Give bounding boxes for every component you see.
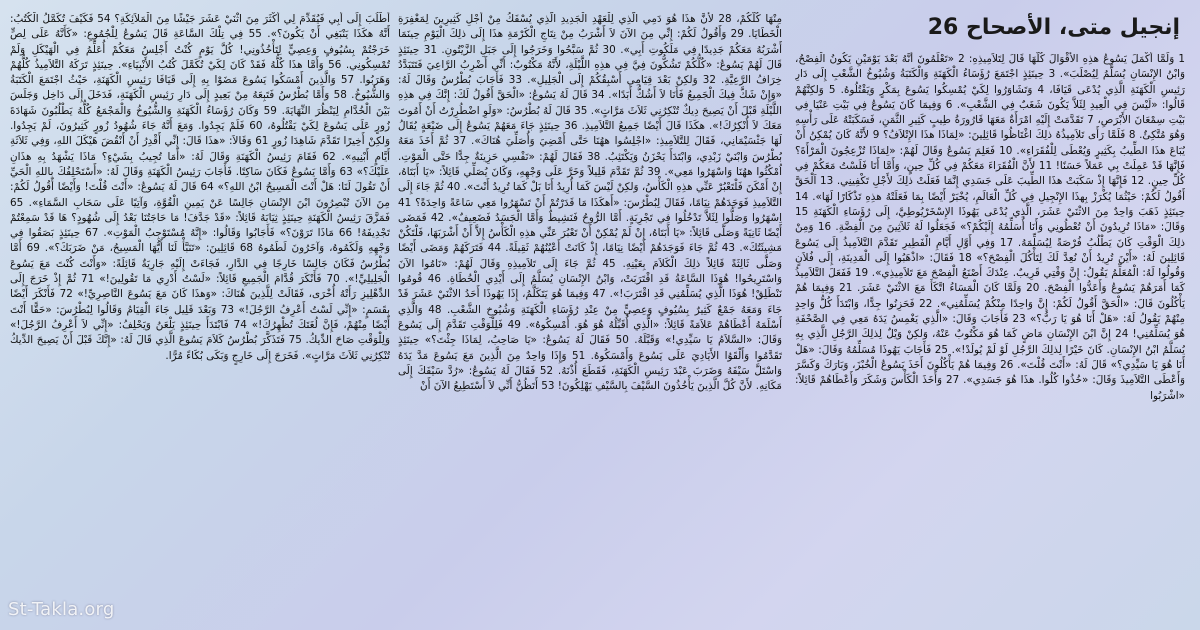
column-text: مِنْهَا كُلُّكُمْ، 28 لأَنَّ هذَا هُوَ دَمِي الَّذِي لِلْعَهْدِ الْجَدِيدِ الَّذِي يُسْفَكُ مِنْ أَجْلِ كَثِيرِينَ لِمَغْفِرَةِ الْخَطَايَا. 29 وَأَقُولُ لَكُمْ: إِنِّي مِنَ الآنَ لاَ أَشْرَبُ مِنْ نِتَاجِ الْكَرْمَةِ هذَا إِلَى ذلِكَ الْيَوْمِ حِينَمَا أَشْرَبُهُ مَعَكُمْ جَدِيدًا فِي مَلَكُوتِ أَبِي». 30 ثُمَّ سَبَّحُوا وَخَرَجُوا إِلَى جَبَلِ الزَّيْتُونِ. 31 حِينَئِذٍ قَالَ لَهُمْ يَسُوعُ: «كُلُّكُمْ تَشُكُّونَ فِيَّ فِي هذِهِ اللَّيْلَةِ، لأَنَّهُ مَكْتُوبٌ: أَنِّي أَضْرِبُ الرَّاعِيَ فَتَتَبَدَّدُ خِرَافُ الرَّعِيَّةِ. 32 وَلكِنْ بَعْدَ قِيَامِي أَسْبِقُكُمْ إِلَى الْجَلِيلِ». 33 فَأَجَابَ بُطْرُسُ وَقَالَ لَهُ: «وَإِنْ شَكَّ فِيكَ الْجَمِيعُ فَأَنَا لاَ أَشُكُّ أَبَدًا». 34 قَالَ لَهُ يَسُوعُ: «الْحَقَّ أَقُولُ لَكَ: إِنَّكَ فِي هذِهِ اللَّيْلَةِ قَبْلَ أَنْ يَصِيحَ دِيكٌ تُنْكِرُنِي ثَلاَثَ مَرَّاتٍ». 35 قَالَ لَهُ بُطْرُسُ: «وَلَوِ اضْطُرِرْتُ أَنْ أَمُوتَ مَعَكَ لاَ أُنْكِرُكَ!». هكَذَا قَالَ أَيْضًا جَمِيعُ التَّلاَمِيذِ. 36 حِينَئِذٍ جَاءَ مَعَهُمْ يَسُوعُ إِلَى ضَيْعَةٍ يُقَالُ لَهَا جَثْسَيْمَانِي، فَقَالَ لِلتَّلاَمِيذِ: «اجْلِسُوا ههُنَا حَتَّى أَمْضِيَ وَأُصَلِّيَ هُنَاكَ». 37 ثُمَّ أَخَذَ مَعَهُ بُطْرُسَ وَابْنَيْ زَبْدِي، وَابْتَدَأَ يَحْزَنُ وَيَكْتَئِبُ. 38 فَقَالَ لَهُمْ: «نَفْسِي حَزِينَةٌ جِدًّا حَتَّى الْمَوْتِ. اُمْكُثُوا ههُنَا وَاسْهَرُوا مَعِي». 39 ثُمَّ تَقَدَّمَ قَلِيلاً وَخَرَّ عَلَى وَجْهِهِ، وَكَانَ يُصَلِّي قَائِلاً: «يَا أَبَتَاهُ، إِنْ أَمْكَنَ فَلْتَعْبُرْ عَنِّي هذِهِ الْكَأْسُ، وَلكِنْ لَيْسَ كَمَا أُرِيدُ أَنَا بَلْ كَمَا تُرِيدُ أَنْتَ». 40 ثُمَّ جَاءَ إِلَى التَّلاَمِيذِ فَوَجَدَهُمْ نِيَامًا، فَقَالَ لِبُطْرُسَ: «أَهكَذَا مَا قَدَرْتُمْ أَنْ تَسْهَرُوا مَعِي سَاعَةً وَاحِدَةً؟ 41 اِسْهَرُوا وَصَلُّوا لِئَلاَّ تَدْخُلُوا فِي تَجْرِبَةٍ. أَمَّا الرُّوحُ فَنَشِيطٌ وَأَمَّا الْجَسَدُ فَضَعِيفٌ». 42 فَمَضَى أَيْضًا ثَانِيَةً وَصَلَّى قَائِلاً: «يَا أَبَتَاهُ، إِنْ لَمْ يُمْكِنْ أَنْ تَعْبُرَ عَنِّي هذِهِ الْكَأْسُ إِلاَّ أَنْ أَشْرَبَهَا، فَلْتَكُنْ مَشِيئَتُكَ». 43 ثُمَّ جَاءَ فَوَجَدَهُمْ أَيْضًا نِيَامًا، إِذْ كَانَتْ أَعْيُنُهُمْ ثَقِيلَةً. 44 فَتَرَكَهُمْ وَمَضَى أَيْضًا وَصَلَّى ثَالِثَةً قَائِلاً ذلِكَ الْكَلاَمَ بِعَيْنِهِ. 45 ثُمَّ جَاءَ إِلَى تَلاَمِيذِهِ وَقَالَ لَهُمْ: «نَامُوا الآنَ وَاسْتَرِيحُوا! هُوَذَا السَّاعَةُ قَدِ اقْتَرَبَتْ، وَابْنُ الإِنْسَانِ يُسَلَّمُ إِلَى أَيْدِي الْخُطَاةِ. 46 قُومُوا نَنْطَلِقْ! هُوَذَا الَّذِي يُسَلِّمُنِي قَدِ اقْتَرَبَ!». 47 وَفِيمَا هُوَ يَتَكَلَّمُ، إِذَا يَهُوذَا أَحَدُ الاثْنَيْ عَشَرَ قَدْ جَاءَ وَمَعَهُ جَمْعٌ كَثِيرٌ بِسُيُوفٍ وَعِصِيٍّ مِنْ عِنْدِ رُؤَسَاءِ الْكَهَنَةِ وَشُيُوخِ الشَّعْبِ. 48 وَالَّذِي أَسْلَمَهُ أَعْطَاهُمْ عَلاَمَةً قَائِلاً: «الَّذِي أُقَبِّلُهُ هُوَ هُوَ. أَمْسِكُوهُ». 49 فَلِلْوَقْتِ تَقَدَّمَ إِلَى يَسُوعَ وَقَالَ: «السَّلاَمُ يَا سَيِّدِي!» وَقَبَّلَهُ. 50 فَقَالَ لَهُ يَسُوعُ: «يَا صَاحِبُ، لِمَاذَا جِئْتَ؟» حِينَئِذٍ تَقَدَّمُوا وَأَلْقَوُا الأَيَادِيَ عَلَى يَسُوعَ وَأَمْسَكُوهُ. 51 وَإِذَا وَاحِدٌ مِنَ الَّذِينَ مَعَ يَسُوعَ مَدَّ يَدَهُ وَاسْتَلَّ سَيْفَهُ وَضَرَبَ عَبْدَ رَئِيسِ الْكَهَنَةِ، فَقَطَعَ أُذْنَهُ. 52 فَقَالَ لَهُ يَسُوعُ: «رُدَّ سَيْفَكَ إِلَى مَكَانِهِ. لأَنَّ كُلَّ الَّذِينَ يَأْخُذُونَ السَّيْفَ بِالسَّيْفِ يَهْلِكُونَ! 53 أَتَظُنُّ أَنِّي لاَ أَسْتَطِيعُ الآنَ أَنْ: [398, 13, 782, 393]
text-column-left: [10, 12, 390, 618]
column-text: 1 وَلَمَّا أَكْمَلَ يَسُوعُ هذِهِ الأَقْوَالَ كُلَّهَا قَالَ لِتَلاَمِيذِهِ: 2 «تَعْلَمُونَ أَنَّهُ بَعْدَ يَوْمَيْنِ يَكُونُ الْفِصْحُ، وَابْنُ الإِنْسَانِ يُسَلَّمُ لِيُصْلَبَ». 3 حِينَئِذٍ اجْتَمَعَ رُؤَسَاءُ الْكَهَنَةِ وَالْكَتَبَةُ وَشُيُوخُ الشَّعْبِ إِلَى دَارِ رَئِيسِ الْكَهَنَةِ الَّذِي يُدْعَى قَيَافَا، 4 وَتَشَاوَرُوا لِكَيْ يُمْسِكُوا يَسُوعَ بِمَكْرٍ وَيَقْتُلُوهُ. 5 وَلكِنَّهُمْ قَالُوا: «لَيْسَ فِي الْعِيدِ لِئَلاَّ يَكُونَ شَغَبٌ فِي الشَّعْبِ». 6 وَفِيمَا كَانَ يَسُوعُ فِي بَيْتِ عَنْيَا فِي بَيْتِ سِمْعَانَ الأَبْرَصِ، 7 تَقَدَّمَتْ إِلَيْهِ امْرَأَةٌ مَعَهَا قَارُورَةُ طِيبٍ كَثِيرِ الثَّمَنِ، فَسَكَبَتْهُ عَلَى رَأْسِهِ وَهُوَ مُتَّكِئٌ. 8 فَلَمَّا رَأَى تَلاَمِيذُهُ ذلِكَ اغْتَاظُوا قَائِلِينَ: «لِمَاذَا هذَا الإِتْلاَفُ؟ 9 لأَنَّهُ كَانَ يُمْكِنُ أَنْ يُبَاعَ هذَا الطِّيبُ بِكَثِيرٍ وَيُعْطَى لِلْفُقَرَاءِ». 10 فَعَلِمَ يَسُوعُ وَقَالَ لَهُمْ: «لِمَاذَا تُزْعِجُونَ الْمَرْأَةَ؟ فَإِنَّهَا قَدْ عَمِلَتْ بِي عَمَلاً حَسَنًا! 11 لأَنَّ الْفُقَرَاءَ مَعَكُمْ فِي كُلِّ حِينٍ، وَأَمَّا أَنَا فَلَسْتُ مَعَكُمْ فِي كُلِّ حِينٍ. 12 فَإِنَّهَا إِذْ سَكَبَتْ هذَا الطِّيبَ عَلَى جَسَدِي إِنَّمَا فَعَلَتْ ذلِكَ لأَجْلِ تَكْفِينِي. 13 اَلْحَقَّ أَقُولُ لَكُمْ: حَيْثُمَا يُكْرَزْ بِهذَا الإِنْجِيلِ فِي كُلِّ الْعَالَمِ، يُخْبَرْ أَيْضًا بِمَا فَعَلَتْهُ هذِهِ تَذْكَارًا لَهَا». 14 حِينَئِذٍ ذَهَبَ وَاحِدٌ مِنَ الاثْنَيْ عَشَرَ، الَّذِي يُدْعَى يَهُوذَا الإِسْخَرْيُوطِيَّ، إِلَى رُؤَسَاءِ الْكَهَنَةِ 15 وَقَالَ: «مَاذَا تُرِيدُونَ أَنْ تُعْطُونِي وَأَنَا أُسَلِّمُهُ إِلَيْكُمْ؟» فَجَعَلُوا لَهُ ثَلاَثِينَ مِنَ الْفِضَّةِ. 16 وَمِنْ ذلِكَ الْوَقْتِ كَانَ يَطْلُبُ فُرْصَةً لِيُسَلِّمَهُ. 17 وَفِي أَوَّلِ أَيَّامِ الْفَطِيرِ تَقَدَّمَ التَّلاَمِيذُ إِلَى يَسُوعَ قَائِلِينَ لَهُ: «أَيْنَ تُرِيدُ أَنْ نُعِدَّ لَكَ لِتَأْكُلَ الْفِصْحَ؟» 18 فَقَالَ: «اذْهَبُوا إِلَى الْمَدِينَةِ، إِلَى فُلاَنٍ وَقُولُوا لَهُ: الْمُعَلِّمُ يَقُولُ: إِنَّ وَقْتِي قَرِيبٌ. عِنْدَكَ أَصْنَعُ الْفِصْحَ مَعَ تَلاَمِيذِي». 19 فَفَعَلَ التَّلاَمِيذُ كَمَا أَمَرَهُمْ يَسُوعُ وَأَعَدُّوا الْفِصْحَ. 20 وَلَمَّا كَانَ الْمَسَاءُ اتَّكَأَ مَعَ الاثْنَيْ عَشَرَ. 21 وَفِيمَا هُمْ يَأْكُلُونَ قَالَ: «الْحَقَّ أَقُولُ لَكُمْ: إِنَّ وَاحِدًا مِنْكُمْ يُسَلِّمُنِي». 22 فَحَزِنُوا جِدًّا، وَابْتَدَأَ كُلُّ وَاحِدٍ مِنْهُمْ يَقُولُ لَهُ: «هَلْ أَنَا هُوَ يَا رَبُّ؟» 23 فَأَجَابَ وَقَالَ: «الَّذِي يَغْمِسُ يَدَهُ مَعِي فِي الصَّحْفَةِ هُوَ يُسَلِّمُنِي! 24 إِنَّ ابْنَ الإِنْسَانِ مَاضٍ كَمَا هُوَ مَكْتُوبٌ عَنْهُ، وَلكِنْ وَيْلٌ لِذلِكَ الرَّجُلِ الَّذِي بِهِ يُسَلَّمُ ابْنُ الإِنْسَانِ. كَانَ خَيْرًا لِذلِكَ الرَّجُلِ لَوْ لَمْ يُولَدْ!». 25 فَأَجَابَ يَهُوذَا مُسَلِّمُهُ وَقَالَ: «هَلْ أَنَا هُوَ يَا سَيِّدِي؟» قَالَ لَهُ: «أَنْتَ قُلْتَ». 26 وَفِيمَا هُمْ يَأْكُلُونَ أَخَذَ يَسُوعُ الْخُبْزَ، وَبَارَكَ وَكَسَّرَ وَأَعْطَى التَّلاَمِيذَ وَقَالَ: «خُذُوا كُلُوا. هذَا هُوَ جَسَدِي». 27 وَأَخَذَ الْكَأْسَ وَشَكَرَ وَأَعْطَاهُمْ قَائِلاً: «اشْرَبُوا: [795, 53, 1185, 402]
column-text: أَطْلُبَ إِلَى أَبِي فَيُقَدِّمَ لِي أَكْثَرَ مِنَ اثْنَيْ عَشَرَ جَيْشًا مِنَ الْمَلاَئِكَةِ؟ 54 فَكَيْفَ تُكَمَّلُ الْكُتُبُ: أَنَّهُ هكَذَا يَنْبَغِي أَنْ يَكُونَ؟». 55 فِي تِلْكَ السَّاعَةِ قَالَ يَسُوعُ لِلْجُمُوعِ: «كَأَنَّهُ عَلَى لِصٍّ خَرَجْتُمْ بِسُيُوفٍ وَعِصِيٍّ لِتَأْخُذُونِي! كُلَّ يَوْمٍ كُنْتُ أَجْلِسُ مَعَكُمْ أُعَلِّمُ فِي الْهَيْكَلِ وَلَمْ تُمْسِكُونِي. 56 وَأَمَّا هذَا كُلُّهُ فَقَدْ كَانَ لِكَيْ تُكَمَّلَ كُتُبُ الأَنْبِيَاءِ». حِينَئِذٍ تَرَكَهُ التَّلاَمِيذُ كُلُّهُمْ وَهَرَبُوا. 57 وَالَّذِينَ أَمْسَكُوا يَسُوعَ مَضَوْا بِهِ إِلَى قَيَافَا رَئِيسِ الْكَهَنَةِ، حَيْثُ اجْتَمَعَ الْكَتَبَةُ وَالشُّيُوخُ. 58 وَأَمَّا بُطْرُسُ فَتَبِعَهُ مِنْ بَعِيدٍ إِلَى دَارِ رَئِيسِ الْكَهَنَةِ، فَدَخَلَ إِلَى دَاخِل وَجَلَسَ بَيْنَ الْخُدَّامِ لِيَنْظُرَ النِّهَايَةَ. 59 وَكَانَ رُؤَسَاءُ الْكَهَنَةِ وَالشُّيُوخُ وَالْمَجْمَعُ كُلُّهُ يَطْلُبُونَ شَهَادَةَ زُورٍ عَلَى يَسُوعَ لِكَيْ يَقْتُلُوهُ، 60 فَلَمْ يَجِدُوا. وَمَعَ أَنَّهُ جَاءَ شُهُودُ زُورٍ كَثِيرُونَ، لَمْ يَجِدُوا. وَلكِنْ أَخِيرًا تَقَدَّمَ شَاهِدَا زُورٍ 61 وَقَالاَ: «هذَا قَالَ: إِنِّي أَقْدِرُ أَنْ أَنْقُضَ هَيْكَلَ اللهِ، وَفِي ثَلاَثَةِ أَيَّامٍ أَبْنِيهِ». 62 فَقَامَ رَئِيسُ الْكَهَنَةِ وَقَالَ لَهُ: «أَمَا تُجِيبُ بِشَيْءٍ؟ مَاذَا يَشْهَدُ بِهِ هذَانِ عَلَيْكَ؟» 63 وَأَمَّا يَسُوعُ فَكَانَ سَاكِتًا. فَأَجَابَ رَئِيسُ الْكَهَنَةِ وَقَالَ لَهُ: «أَسْتَحْلِفُكَ بِاللهِ الْحَيِّ أَنْ تَقُولَ لَنَا: هَلْ أَنْتَ الْمَسِيحُ ابْنُ اللهِ؟» 64 قَالَ لَهُ يَسُوعُ: «أَنْتَ قُلْتَ! وَأَيْضًا أَقُولُ لَكُمْ: مِنَ الآنَ تُبْصِرُونَ ابْنَ الإِنْسَانِ جَالِسًا عَنْ يَمِينِ الْقُوَّةِ، وَآتِيًا عَلَى سَحَابِ السَّمَاءِ». 65 فَمَزَّقَ رَئِيسُ الْكَهَنَةِ حِينَئِذٍ ثِيَابَهُ قَائِلاً: «قَدْ جَدَّفَ! مَا حَاجَتُنَا بَعْدُ إِلَى شُهُودٍ؟ هَا قَدْ سَمِعْتُمْ تَجْدِيفَهُ! 66 مَاذَا تَرَوْنَ؟» فَأَجَابُوا وَقَالُوا: «إِنَّهُ مُسْتَوْجِبُ الْمَوْتِ». 67 حِينَئِذٍ بَصَقُوا فِي وَجْهِهِ وَلَكَمُوهُ، وَآخَرُونَ لَطَمُوهُ 68 قَائِلِينَ: «تَنَبَّأْ لَنَا أَيُّهَا الْمَسِيحُ، مَنْ ضَرَبَكَ؟». 69 أَمَّا بُطْرُسُ فَكَانَ جَالِسًا خَارِجًا فِي الدَّارِ، فَجَاءَتْ إِلَيْهِ جَارِيَةٌ قَائِلَةً: «وَأَنْتَ كُنْتَ مَعَ يَسُوعَ الْجَلِيلِيِّ!». 70 فَأَنْكَرَ قُدَّامَ الْجَمِيعِ قَائِلاً: «لَسْتُ أَدْرِي مَا تَقُولِينَ!» 71 ثُمَّ إِذْ خَرَجَ إِلَى الدِّهْلِيزِ رَأَتْهُ أُخْرَى، فَقَالَتْ لِلَّذِينَ هُنَاكَ: «وَهذَا كَانَ مَعَ يَسُوعَ النَّاصِرِيِّ!» 72 فَأَنْكَرَ أَيْضًا بِقَسَمٍ: «إِنِّي لَسْتُ أَعْرِفُ الرَّجُلَ!» 73 وَبَعْدَ قَلِيل جَاءَ الْقِيَامُ وَقَالُوا لِبُطْرُسَ: «حَقًّا أَنْتَ أَيْضًا مِنْهُمْ، فَإِنَّ لُغَتَكَ تُظْهِرُكَ!» 74 فَابْتَدَأَ حِينَئِذٍ يَلْعَنُ وَيَحْلِفُ: «إِنِّي لاَ أَعْرِفُ الرَّجُلَ!» وَلِلْوَقْتِ صَاحَ الدِّيكُ. 75 فَتَذَكَّرَ بُطْرُسُ كَلاَمَ يَسُوعَ الَّذِي قَالَ لَهُ: «إِنَّكَ قَبْلَ أَنْ يَصِيحَ الدِّيكُ تُنْكِرُنِي ثَلاَثَ مَرَّاتٍ». فَخَرَجَ إِلَى خَارِجٍ وَبَكَى بُكَاءً مُرًّا.: [10, 13, 390, 362]
text-column-right: [795, 52, 1185, 618]
site-watermark: St-Takla.org: [8, 599, 115, 620]
text-column-middle: [398, 12, 782, 618]
chapter-title: إنجيل متى، الأصحاح 26: [927, 15, 1180, 40]
